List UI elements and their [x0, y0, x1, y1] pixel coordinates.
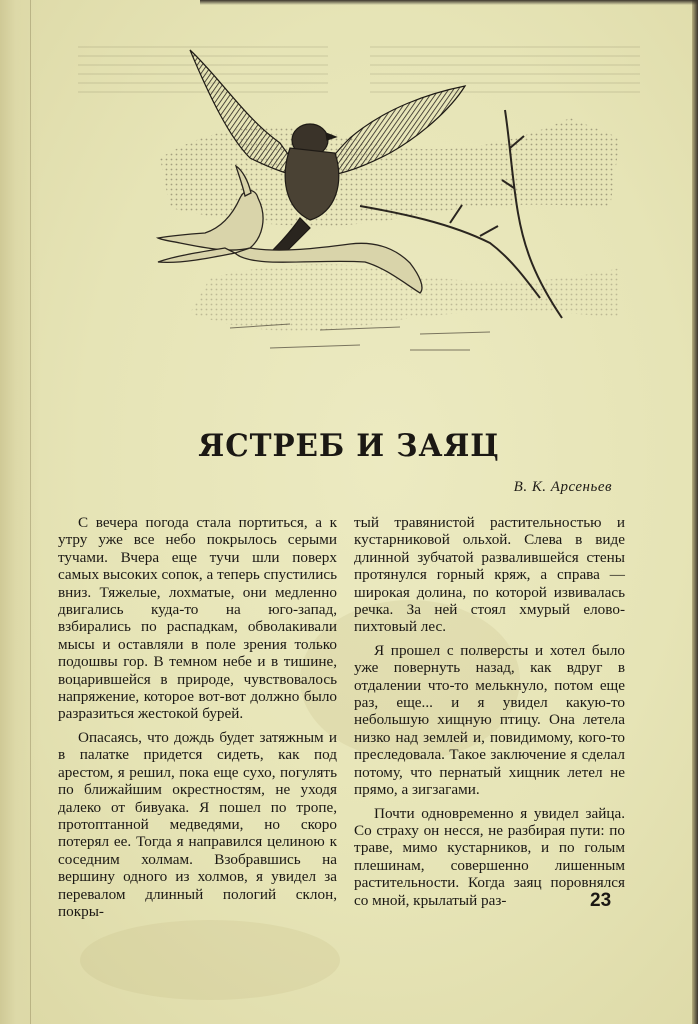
page-edge-line: [30, 0, 31, 1024]
paragraph: Я прошел с полверсты и хотел было уже повернуть назад, как вдруг в отдалении что-то мелькнуло, потом еще раз, еще... и я увидел какую-то небольшую хищную птицу. Она летела низко над землей и, повидимому, кого-то преследовала. Такое заключение я сделал потому, что пернатый хищник летел не прямо, а зигзагами.: [354, 641, 625, 799]
top-page-edge: [200, 0, 698, 5]
paragraph: Опасаясь, что дождь будет затяжным и в палатке придется сидеть, как под арестом, я решил, пока еще сухо, погулять по ближайшим окрестностям, не уходя далеко от бивуака. Я пошел по тропе, протоптанной медведями, но скоро потерял ее. Тогда я направился целиною к соседним холмам. Взобравшись на вершину одного из холмов, я увидел за перевалом длинный пологий склон, покры-: [58, 728, 337, 920]
article-author: В. К. Арсеньев: [513, 479, 612, 495]
paper-stain: [80, 920, 340, 1000]
page-number: 23: [590, 890, 612, 911]
paragraph: тый травянистой растительностью и кустарниковой ольхой. Слева в виде длинной зубчатой развалившейся стены протянулся горный кряж, а справа — широкая долина, по которой извивалась речка. За ней стоял хмурый елово-пихтовый лес.: [354, 514, 625, 636]
paragraph: Почти одновременно я увидел зайца. Со страху он несся, не разбирая пути: по траве, мимо кустарников, и по голым плешинам, совершенно лишенным растительности. Когда заяц поровнялся со мной, крылатый раз-: [354, 804, 625, 909]
article-title: ЯСТРЕБ И ЗАЯЦ: [198, 428, 500, 464]
right-page-edge: [692, 0, 698, 1024]
text-column-left: [58, 514, 337, 926]
paragraph: С вечера погода стала портиться, а к утру уже все небо покрылось серыми тучами. Вчера еще тучи шли поверх самых высоких сопок, а теперь спустились вниз. Тяжелые, лохматые, они медленно двигались куда-то на юго-запад, взбирались по распадкам, обволакивали мысы и оставляли в поле зрения только подошвы гор. В темном небе и в тишине, воцарившейся в природе, чувствовалось напряжение, которое вот-вот должно было разразиться жестокой бурей.: [58, 514, 337, 723]
hawk-and-hare-illustration: [150, 48, 640, 368]
text-column-right: [354, 514, 625, 915]
binding-shadow: [0, 0, 40, 1024]
